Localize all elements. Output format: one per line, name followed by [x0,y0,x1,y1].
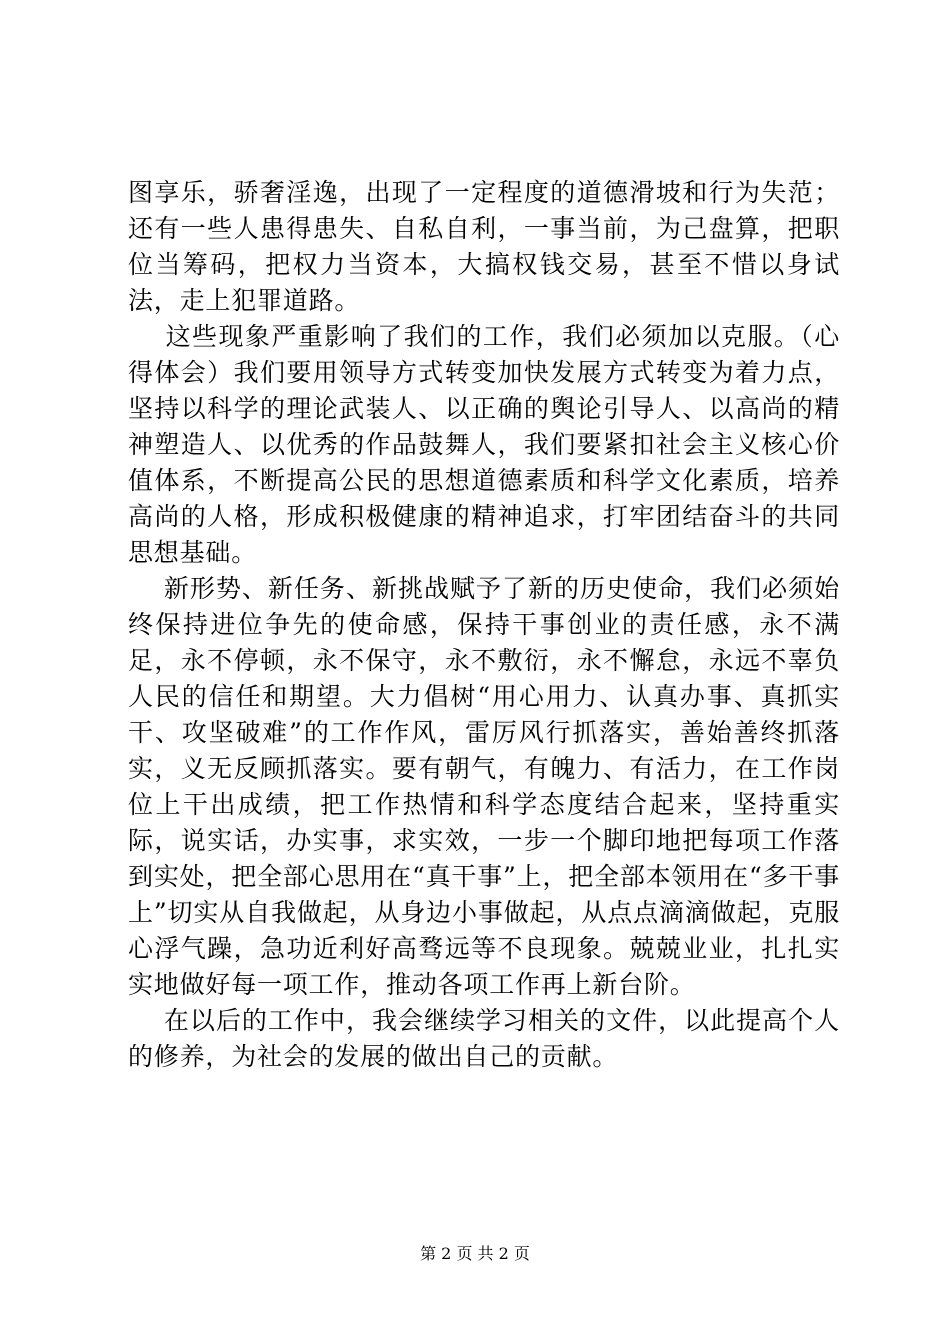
paragraph-3: 新形势、新任务、新挑战赋予了新的历史使命，我们必须始终保持进位争先的使命感，保持干事创业的责任感，永不满足，永不停顿，永不保守，永不敷衍，永不懈怠，永远不辜负人民的信任和期望。大力倡树“用心用力、认真办事、真抓实干、攻坚破难”的工作作风，雷厉风行抓落实，善始善终抓落实，义无反顾抓落实。要有朝气，有魄力、有活力，在工作岗位上干出成绩，把工作热情和科学态度结合起来，坚持重实际，说实话，办实事，求实效，一步一个脚印地把每项工作落到实处，把全部心思用在“真干事”上，把全部本领用在“多干事上”切实从自我做起，从身边小事做起，从点点滴滴做起，克服心浮气躁，急功近利好高骛远等不良现象。兢兢业业，扎扎实实地做好每一项工作，推动各项工作再上新台阶。 [128,574,840,999]
document-body [128,175,840,1075]
paragraph-4: 在以后的工作中，我会继续学习相关的文件，以此提高个人的修养，为社会的发展的做出自己的贡献。 [128,1006,840,1071]
paragraph-2: 这些现象严重影响了我们的工作，我们必须加以克服。（心得体会）我们要用领导方式转变加快发展方式转变为着力点，坚持以科学的理论武装人、以正确的舆论引导人、以高尚的精神塑造人、以优秀的作品鼓舞人，我们要紧扣社会主义核心价值体系，不断提高公民的思想道德素质和科学文化素质，培养高尚的人格，形成积极健康的精神追求，打牢团结奋斗的共同思想基础。 [128,322,840,567]
page-footer: 第 2 页 共 2 页 [420,1244,530,1263]
paragraph-1: 图享乐，骄奢淫逸，出现了一定程度的道德滑坡和行为失范；还有一些人患得患失、自私自利，一事当前，为己盘算，把职位当筹码，把权力当资本，大搞权钱交易，甚至不惜以身试法，走上犯罪道路。 [128,178,840,315]
